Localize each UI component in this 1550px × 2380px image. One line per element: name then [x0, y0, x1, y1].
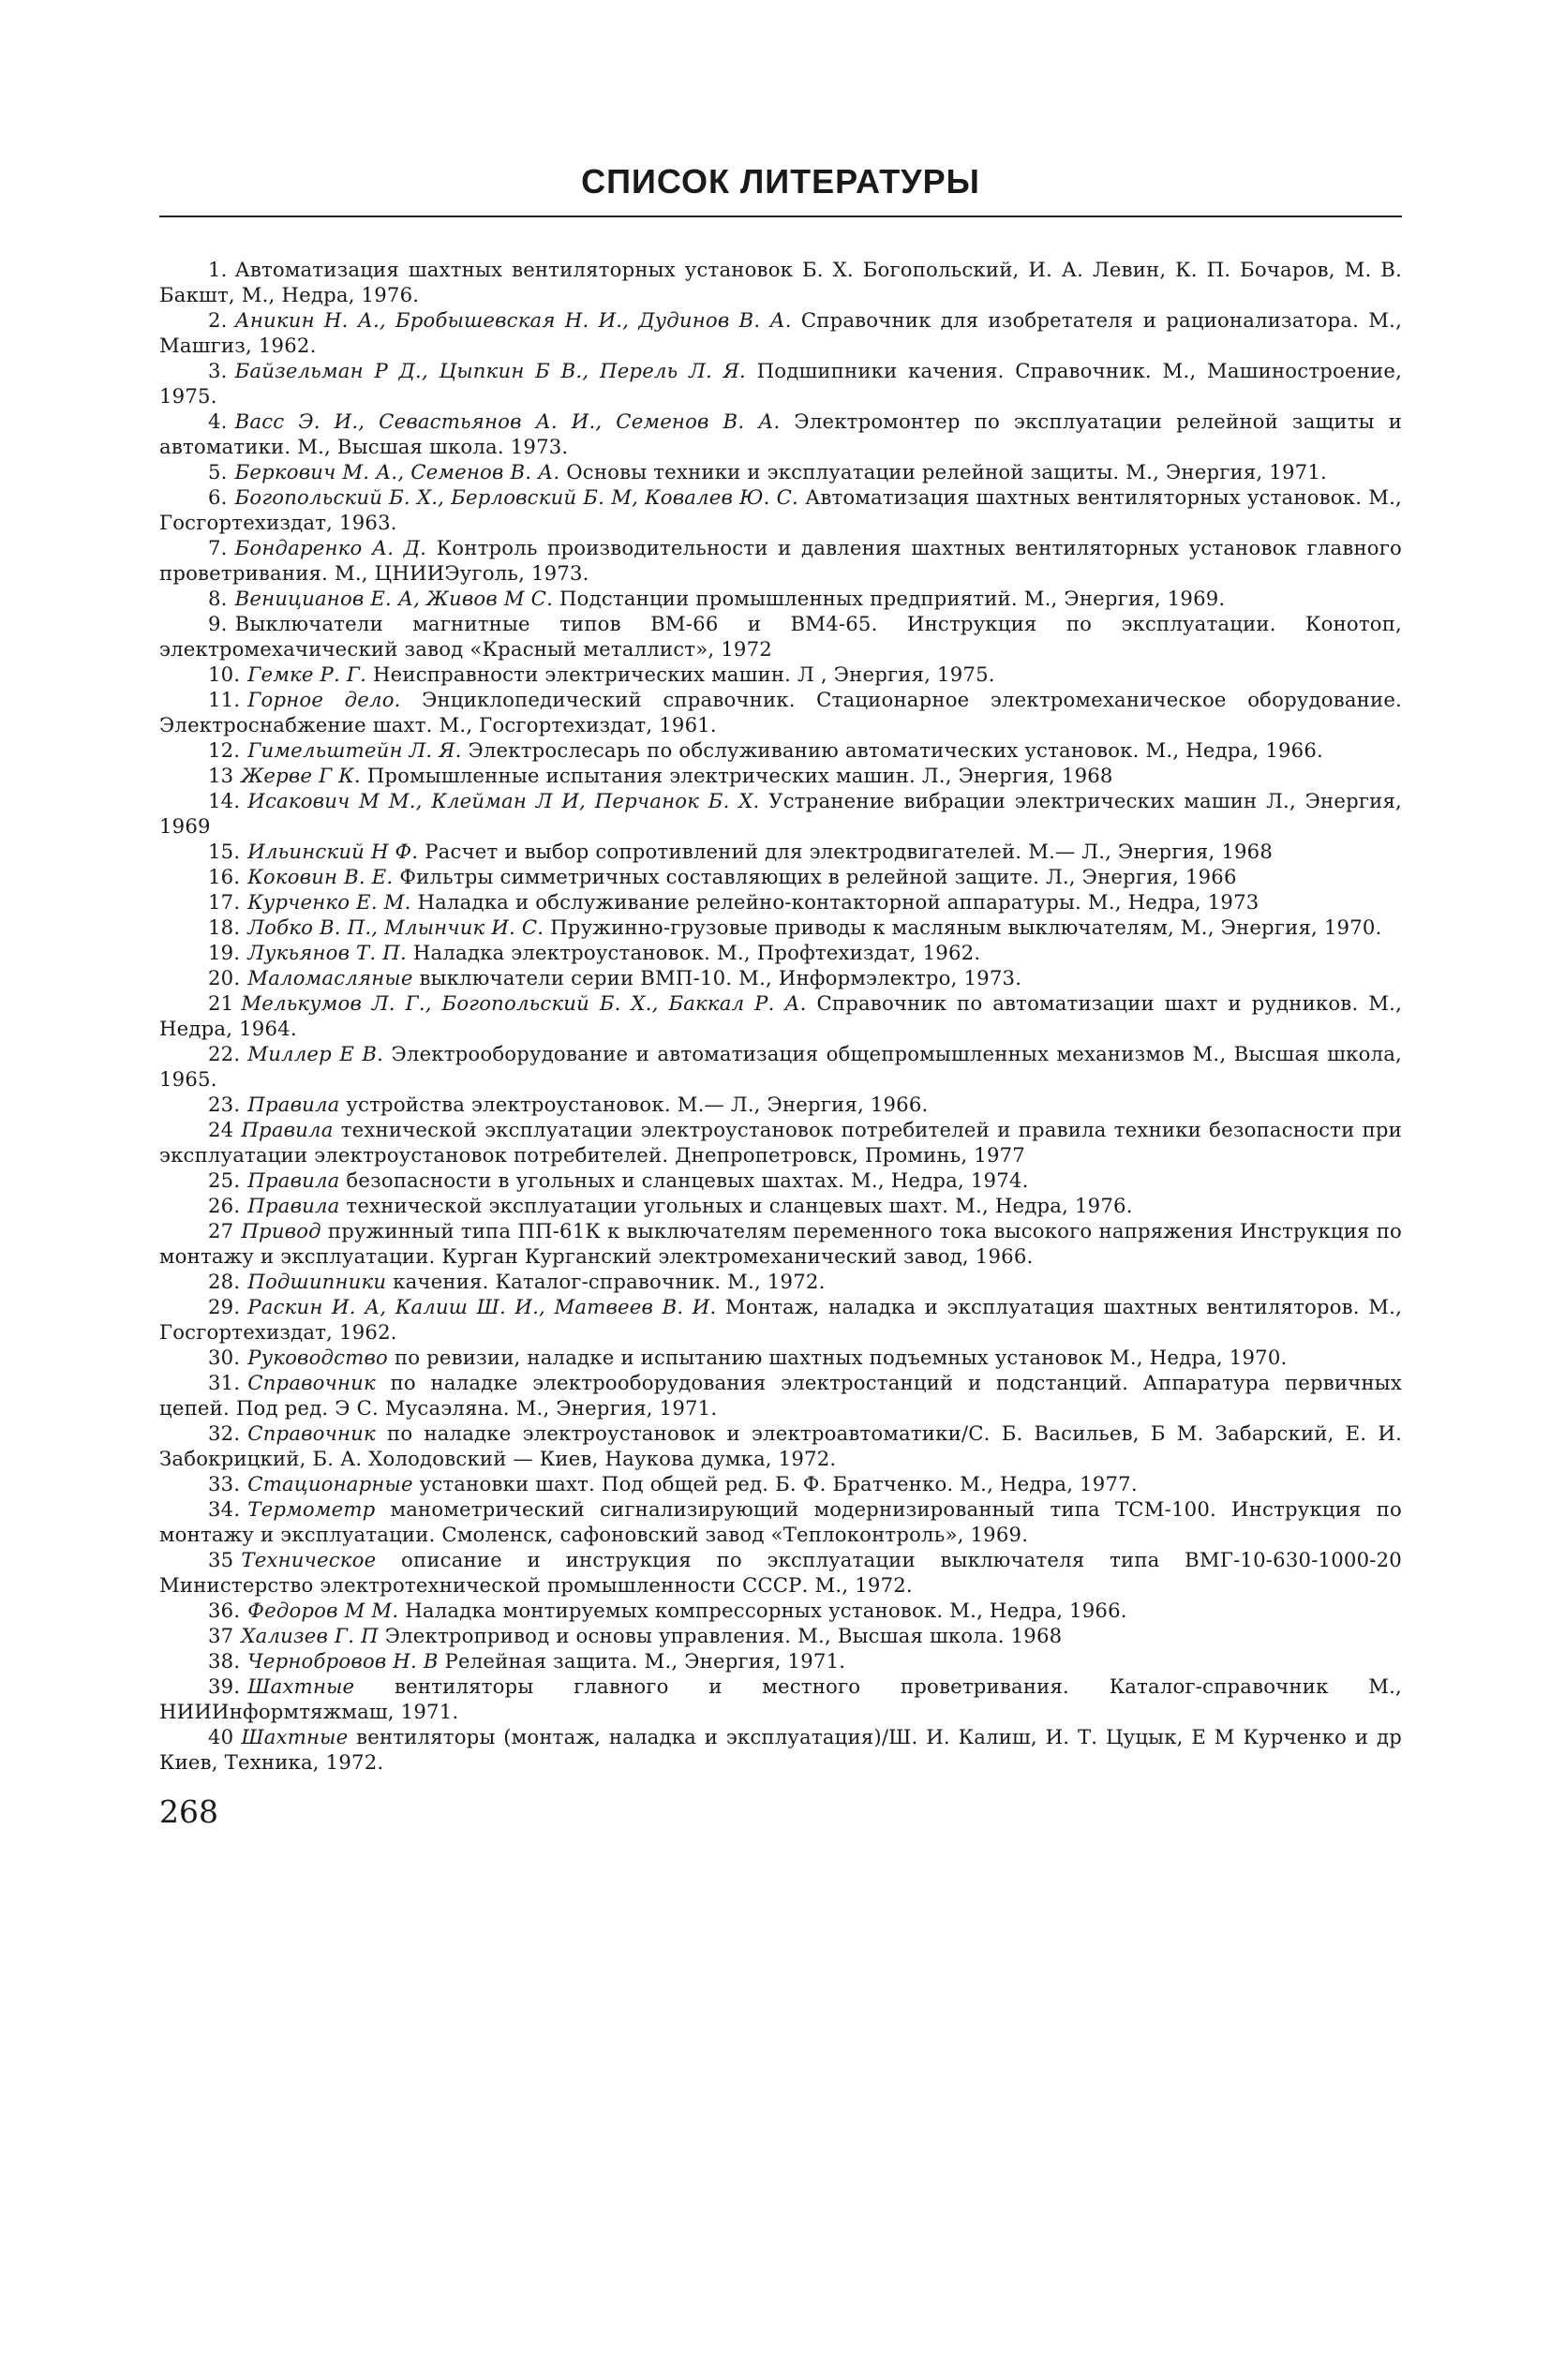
page-title: СПИСОК ЛИТЕРАТУРЫ	[581, 162, 980, 201]
reference-item	[159, 1370, 1402, 1421]
reference-author: Стационарные	[247, 1472, 413, 1495]
reference-author: Васс Э. И., Севастьянов А. И., Семенов В. А.	[234, 409, 781, 433]
reference-number: 20.	[208, 966, 241, 989]
reference-text: Электромонтер по эксплуатации релейной защиты и автоматики. М., Высшая школа. 1973.	[159, 409, 1403, 458]
reference-number: 7.	[208, 536, 228, 559]
reference-number: 21	[208, 991, 234, 1015]
reference-number: 13	[208, 764, 234, 787]
reference-author: Беркович М. А., Семенов В. А.	[234, 460, 560, 483]
reference-text: устройства электроустановок. М.— Л., Энергия, 1966.	[346, 1093, 929, 1116]
reference-number: 16.	[208, 865, 241, 888]
reference-author: Лобко В. П., Млынчик И. С.	[247, 915, 544, 939]
reference-author: Правила	[247, 1168, 340, 1192]
reference-author: Подшипники	[247, 1270, 387, 1293]
reference-author: Гимельштейн Л. Я.	[247, 738, 462, 762]
reference-text: Расчет и выбор сопротивлений для электродвигателей. М.— Л., Энергия, 1968	[425, 840, 1274, 863]
reference-text: установки шахт. Под общей ред. Б. Ф. Братченко. М., Недра, 1977.	[419, 1472, 1138, 1495]
reference-number: 4.	[208, 409, 228, 433]
reference-number: 3.	[208, 359, 228, 382]
reference-author: Исакович М М., Клейман Л И, Перчанок Б. Х.	[247, 789, 760, 812]
reference-text: технической эксплуатации электроустановок потребителей и правила техники безопасности при эксплуатации электроустановок потребителей. Днепропетровск, Проминь, 1977	[159, 1118, 1402, 1167]
reference-number: 37	[208, 1624, 234, 1647]
reference-number: 9.	[208, 612, 228, 635]
reference-text: пружинный типа ПП-61К к выключателям переменного тока высокого напряжения Инструкция по монтажу и эксплуатации. Курган Курганский электромеханический завод, 1966.	[159, 1219, 1403, 1268]
reference-number: 10.	[208, 662, 241, 686]
reference-item	[159, 1092, 1402, 1117]
reference-item	[159, 864, 1402, 889]
reference-number: 36.	[208, 1599, 241, 1622]
reference-item	[159, 763, 1402, 788]
reference-text: Подшипники качения. Справочник. М., Машиностроение, 1975.	[159, 359, 1403, 408]
page-number: 268	[159, 1793, 218, 1830]
reference-item	[159, 459, 1402, 484]
reference-number: 40	[208, 1725, 234, 1748]
reference-item	[159, 1421, 1402, 1471]
reference-number: 33.	[208, 1472, 241, 1495]
reference-number: 25.	[208, 1168, 241, 1192]
reference-item	[159, 1193, 1402, 1218]
reference-author: Аникин Н. А., Бробышевская Н. И., Дудинов В. А.	[234, 308, 792, 332]
reference-number: 5.	[208, 460, 228, 483]
reference-number: 18.	[208, 915, 241, 939]
reference-item	[159, 965, 1402, 990]
reference-number: 1.	[208, 258, 228, 281]
reference-item	[159, 1471, 1402, 1496]
reference-text: манометрический сигнализирующий модернизированный типа ТСМ-100. Инструкция по монтажу и эксплуатации. Смоленск, сафоновский завод «Теплоконтроль», 1969.	[159, 1497, 1403, 1546]
reference-text: Энциклопедический справочник. Стационарное электромеханическое оборудование. Электроснабжение шахт. М., Госгортехиздат, 1961.	[159, 688, 1402, 736]
reference-author: Справочник	[247, 1421, 376, 1445]
reference-item	[159, 1294, 1402, 1345]
reference-author: Курченко Е. М.	[247, 890, 411, 914]
reference-author: Жерве Г К.	[241, 764, 361, 787]
reference-item	[159, 1496, 1402, 1547]
reference-text: Наладка электроустановок. М., Профтехиздат, 1962.	[412, 941, 981, 964]
reference-number: 2.	[208, 308, 228, 332]
reference-number: 28.	[208, 1270, 241, 1293]
reference-text: Электрооборудование и автоматизация общепромышленных механизмов М., Высшая школа, 1965.	[159, 1042, 1402, 1091]
reference-text: Электрослесарь по обслуживанию автоматических установок. М., Недра, 1966.	[468, 738, 1323, 762]
reference-text: Справочник по автоматизации шахт и рудников. М., Недра, 1964.	[159, 991, 1403, 1040]
reference-number: 6.	[208, 485, 228, 509]
reference-item	[159, 484, 1402, 535]
reference-author: Миллер Е В.	[247, 1042, 384, 1065]
reference-author: Хализев Г. П	[241, 1624, 379, 1647]
reference-number: 30.	[208, 1346, 241, 1369]
reference-item	[159, 1623, 1402, 1648]
reference-list	[159, 257, 1402, 1775]
reference-number: 23.	[208, 1093, 241, 1116]
reference-text: Автоматизация шахтных вентиляторных установок. М., Госгортехиздат, 1963.	[159, 485, 1402, 534]
reference-text: Наладка и обслуживание релейно-контакторной аппаратуры. М., Недра, 1973	[417, 890, 1259, 914]
reference-number: 26.	[208, 1194, 241, 1217]
reference-item	[159, 915, 1402, 940]
reference-number: 31.	[208, 1371, 241, 1394]
reference-author: Байзельман Р Д., Цыпкин Б В., Перель Л. Я.	[234, 359, 746, 382]
reference-author: Термометр	[247, 1497, 376, 1521]
reference-number: 24	[208, 1118, 234, 1141]
reference-text: по наладке электроустановок и электроавтоматики/С. Б. Васильев, Б М. Забарский, Е. И. Забокрицкий, Б. А. Холодовский — Киев, Наукова думка, 1972.	[159, 1421, 1402, 1470]
reference-text: Пружинно-грузовые приводы к масляным выключателям, М., Энергия, 1970.	[550, 915, 1382, 939]
reference-author: Гемке Р. Г.	[247, 662, 367, 686]
reference-author: Руководство	[247, 1346, 389, 1369]
reference-text: вентиляторы главного и местного проветривания. Каталог-справочник М., НИИИнформтяжмаш, 1971.	[159, 1674, 1402, 1723]
reference-item	[159, 1648, 1402, 1673]
reference-text: Наладка монтируемых компрессорных установок. М., Недра, 1966.	[405, 1599, 1127, 1622]
reference-number: 27	[208, 1219, 234, 1242]
reference-author: Справочник	[247, 1371, 376, 1394]
reference-item	[159, 889, 1402, 915]
reference-item	[159, 1547, 1402, 1598]
reference-number: 38.	[208, 1649, 241, 1673]
reference-text: Фильтры симметричных составляющих в релейной защите. Л., Энергия, 1966	[399, 865, 1237, 888]
reference-author: Мелькумов Л. Г., Богопольский Б. Х., Баккал Р. А.	[241, 991, 807, 1015]
reference-author: Ильинский Н Ф.	[247, 840, 419, 863]
reference-text: Устранение вибрации электрических машин Л., Энергия, 1969	[159, 789, 1402, 838]
reference-text: Выключатели магнитные типов ВМ-66 и ВМ4-65. Инструкция по эксплуатации. Конотоп, электромехачический завод «Красный металлист», 1972	[159, 612, 1402, 661]
reference-item	[159, 737, 1402, 763]
reference-number: 11.	[208, 688, 241, 711]
reference-author: Федоров М М.	[247, 1599, 399, 1622]
reference-text: Справочник для изобретателя и рационализатора. М., Машгиз, 1962.	[159, 308, 1403, 357]
reference-author: Шахтные	[241, 1725, 349, 1748]
reference-text: Релейная защита. М., Энергия, 1971.	[444, 1649, 846, 1673]
reference-number: 17.	[208, 890, 241, 914]
reference-author: Раскин И. А, Калиш Ш. И., Матвеев В. И.	[247, 1295, 717, 1318]
reference-number: 39.	[208, 1674, 241, 1698]
reference-item	[159, 409, 1402, 459]
reference-number: 29.	[208, 1295, 241, 1318]
reference-author: Правила	[247, 1093, 340, 1116]
reference-item	[159, 839, 1402, 864]
reference-text: безопасности в угольных и сланцевых шахтах. М., Недра, 1974.	[346, 1168, 1029, 1192]
reference-text: Электропривод и основы управления. М., Высшая школа. 1968	[384, 1624, 1063, 1647]
reference-item	[159, 940, 1402, 965]
reference-number: 15.	[208, 840, 241, 863]
reference-author: Коковин В. Е.	[247, 865, 394, 888]
reference-item	[159, 1168, 1402, 1193]
reference-item	[159, 307, 1402, 358]
reference-item	[159, 535, 1402, 586]
reference-item	[159, 586, 1402, 611]
reference-author: Привод	[241, 1219, 321, 1242]
reference-author: Лукьянов Т. П.	[247, 941, 407, 964]
reference-item	[159, 1218, 1402, 1269]
reference-item	[159, 990, 1402, 1041]
reference-item	[159, 662, 1402, 687]
reference-number: 22.	[208, 1042, 241, 1065]
reference-author: Правила	[247, 1194, 340, 1217]
reference-item	[159, 358, 1402, 409]
reference-text: качения. Каталог-справочник. М., 1972.	[393, 1270, 826, 1293]
reference-author: Правила	[241, 1118, 334, 1141]
reference-item	[159, 611, 1402, 662]
reference-text: Неисправности электрических машин. Л , Энергия, 1975.	[372, 662, 995, 686]
reference-text: по наладке электрооборудования электростанций и подстанций. Аппаратура первичных цепей. Под ред. Э С. Мусаэляна. М., Энергия, 1971.	[159, 1371, 1402, 1420]
reference-text: описание и инструкция по эксплуатации выключателя типа ВМГ-10-630-1000-20 Министерство электротехнической промышленности СССР. М., 1972.	[159, 1548, 1402, 1597]
reference-author: Горное дело.	[247, 688, 401, 711]
page	[159, 141, 1402, 1831]
reference-text: Монтаж, наладка и эксплуатация шахтных вентиляторов. М., Госгортехиздат, 1962.	[159, 1295, 1403, 1344]
reference-author: Маломасляные	[247, 966, 413, 989]
reference-item	[159, 257, 1402, 307]
reference-number: 12.	[208, 738, 241, 762]
reference-number: 8.	[208, 587, 228, 610]
reference-item	[159, 1117, 1402, 1168]
reference-item	[159, 1598, 1402, 1623]
title-divider	[159, 216, 1402, 217]
reference-author: Техническое	[241, 1548, 377, 1571]
reference-number: 14.	[208, 789, 241, 812]
reference-text: Автоматизация шахтных вентиляторных установок Б. Х. Богопольский, И. А. Левин, К. П. Бочаров, М. В. Бакшт, М., Недра, 1976.	[159, 258, 1402, 306]
reference-item	[159, 1345, 1402, 1370]
reference-author: Веницианов Е. А, Живов М С.	[234, 587, 554, 610]
reference-text: Подстанции промышленных предприятий. М., Энергия, 1969.	[559, 587, 1226, 610]
reference-author: Шахтные	[247, 1674, 355, 1698]
reference-author: Чернобровов Н. В	[247, 1649, 439, 1673]
reference-author: Богопольский Б. Х., Берловский Б. М, Ковалев Ю. С.	[234, 485, 798, 509]
reference-item	[159, 687, 1402, 737]
reference-text: выключатели серии ВМП-10. М., Информэлектро, 1973.	[419, 966, 1022, 989]
reference-number: 19.	[208, 941, 241, 964]
reference-item	[159, 788, 1402, 839]
reference-item	[159, 1269, 1402, 1294]
reference-text: Промышленные испытания электрических машин. Л., Энергия, 1968	[366, 764, 1113, 787]
reference-text: по ревизии, наладке и испытанию шахтных подъемных установок М., Недра, 1970.	[394, 1346, 1288, 1369]
reference-text: технической эксплуатации угольных и сланцевых шахт. М., Недра, 1976.	[346, 1194, 1133, 1217]
reference-text: Контроль производительности и давления шахтных вентиляторных установок главного проветривания. М., ЦНИИЭуголь, 1973.	[159, 536, 1403, 585]
reference-number: 32.	[208, 1421, 241, 1445]
reference-text: Основы техники и эксплуатации релейной защиты. М., Энергия, 1971.	[566, 460, 1327, 483]
reference-item	[159, 1673, 1402, 1724]
reference-number: 34.	[208, 1497, 241, 1521]
reference-item	[159, 1724, 1402, 1775]
reference-author: Бондаренко А. Д.	[234, 536, 427, 559]
reference-number: 35	[208, 1548, 234, 1571]
reference-text: вентиляторы (монтаж, наладка и эксплуатация)/Ш. И. Калиш, И. Т. Цуцык, Е М Курченко и др Киев, Техника, 1972.	[159, 1725, 1402, 1774]
reference-item	[159, 1041, 1402, 1092]
